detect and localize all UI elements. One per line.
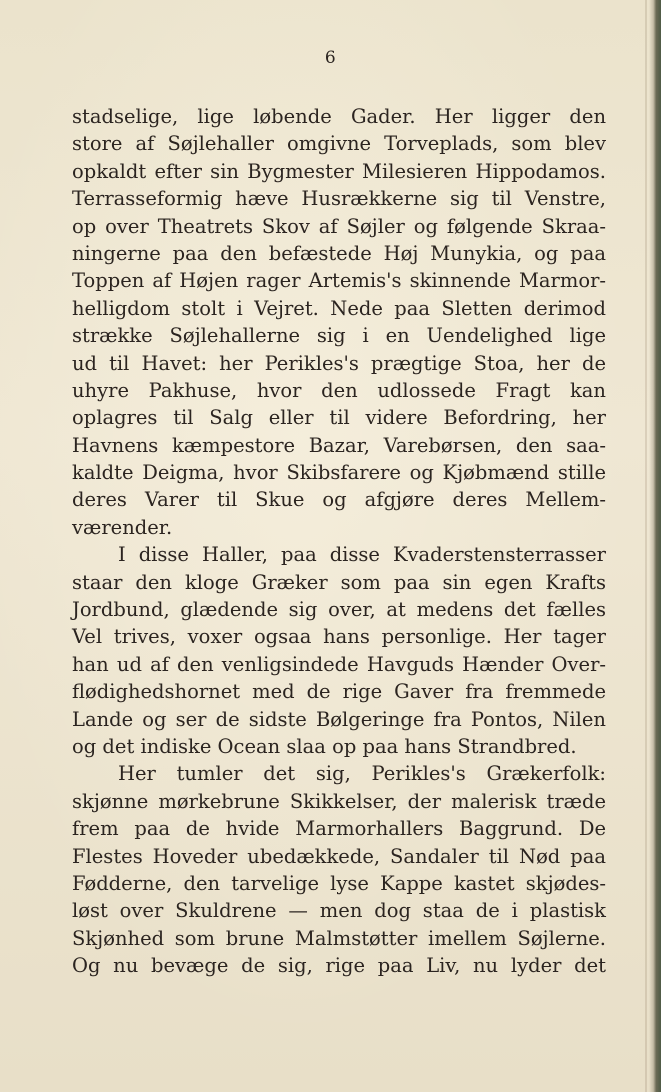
text-line — [72, 158, 606, 185]
text-line — [72, 404, 606, 431]
text-line — [72, 815, 606, 842]
text-line — [72, 295, 606, 322]
text-line-content: og det indiske Ocean slaa op paa hans Strandbred. — [72, 734, 577, 758]
text-line — [72, 788, 606, 815]
text-line-content: stadselige, lige løbende Gader. Her ligger den — [72, 105, 606, 128]
text-line-content: ningerne paa den befæstede Høj Munykia, og paa — [72, 241, 606, 265]
text-line-content: Terrasseformig hæve Husrækkerne sig til Venstre, — [72, 187, 606, 211]
text-line-content: Toppen af Højen rager Artemis's skinnende Marmor- — [72, 269, 606, 293]
text-line — [72, 733, 606, 760]
text-line-content: Havnens kæmpestore Bazar, Varebørsen, den saa- — [72, 433, 606, 457]
text-line — [72, 130, 606, 157]
text-line — [72, 103, 606, 130]
text-line-content: store af Søjlehaller omgivne Torveplads, som blev — [72, 132, 606, 156]
text-line — [72, 897, 606, 924]
text-line — [72, 514, 606, 541]
text-line-content: Jordbund, glædende sig over, at medens det fælles — [72, 598, 606, 622]
text-line-content: værender. — [72, 515, 173, 539]
text-line-content: kaldte Deigma, hvor Skibsfarere og Kjøbmænd stille — [72, 461, 606, 485]
text-line-content: staar den kloge Græker som paa sin egen Krafts — [72, 570, 606, 594]
text-line — [72, 760, 606, 787]
text-line — [72, 322, 606, 349]
text-line — [72, 678, 606, 705]
text-line — [72, 185, 606, 212]
text-line — [72, 486, 606, 513]
text-line — [72, 569, 606, 596]
body-text — [72, 103, 606, 980]
text-line-content: Vel trives, voxer ogsaa hans personlige. Her tager — [72, 625, 606, 649]
text-line-content: uhyre Pakhuse, hvor den udlossede Fragt kan — [72, 378, 606, 402]
text-line-content: han ud af den venligsindede Havguds Hænder Over- — [72, 652, 606, 676]
text-line-content: Og nu bevæge de sig, rige paa Liv, nu lyder det — [72, 954, 606, 978]
text-line — [72, 651, 606, 678]
text-line — [72, 213, 606, 240]
text-line-content: Lande og ser de sidste Bølgeringe fra Pontos, Nilen — [72, 707, 606, 731]
text-line — [72, 623, 606, 650]
text-line-content: I disse Haller, paa disse Kvaderstensterrasser — [118, 543, 606, 567]
text-line — [72, 350, 606, 377]
text-line — [72, 952, 606, 979]
text-line — [72, 843, 606, 870]
text-line-content: Skjønhed som brune Malmstøtter imellem Søjlerne. — [72, 926, 606, 950]
text-line — [72, 459, 606, 486]
text-line-content: ud til Havet: her Perikles's prægtige Stoa, her de — [72, 351, 606, 375]
text-line-content: oplagres til Salg eller til videre Befordring, her — [72, 406, 606, 430]
text-line — [72, 432, 606, 459]
text-line-content: opkaldt efter sin Bygmester Milesieren Hippodamos. — [72, 159, 606, 183]
text-line-content: Her tumler det sig, Perikles's Grækerfolk: — [118, 762, 606, 786]
text-line-content: deres Varer til Skue og afgjøre deres Mellem- — [72, 488, 606, 512]
text-line-content: løst over Skuldrene — men dog staa de i plastisk — [72, 899, 606, 923]
text-line-content: Fødderne, den tarvelige lyse Kappe kastet skjødes- — [72, 871, 606, 895]
text-line — [72, 541, 606, 568]
text-line — [72, 267, 606, 294]
text-line-content: op over Theatrets Skov af Søjler og følgende Skraa- — [72, 214, 606, 238]
text-line-content: helligdom stolt i Vejret. Nede paa Sletten derimod — [72, 296, 606, 320]
text-line-content: flødighedshornet med de rige Gaver fra fremmede — [72, 680, 606, 704]
text-line-content: frem paa de hvide Marmorhallers Baggrund. De — [72, 817, 606, 841]
text-line-content: strække Søjlehallerne sig i en Uendelighed lige — [72, 324, 606, 348]
text-line-content: Flestes Hoveder ubedækkede, Sandaler til Nød paa — [72, 844, 606, 868]
text-line — [72, 925, 606, 952]
page-number: 6 — [324, 48, 337, 68]
text-line — [72, 870, 606, 897]
page-edge — [649, 0, 661, 1092]
page-edge-shadow — [645, 0, 647, 1092]
text-line — [72, 240, 606, 267]
text-line — [72, 596, 606, 623]
text-line-content: skjønne mørkebrune Skikkelser, der malerisk træde — [72, 789, 606, 813]
text-line — [72, 377, 606, 404]
text-line — [72, 706, 606, 733]
